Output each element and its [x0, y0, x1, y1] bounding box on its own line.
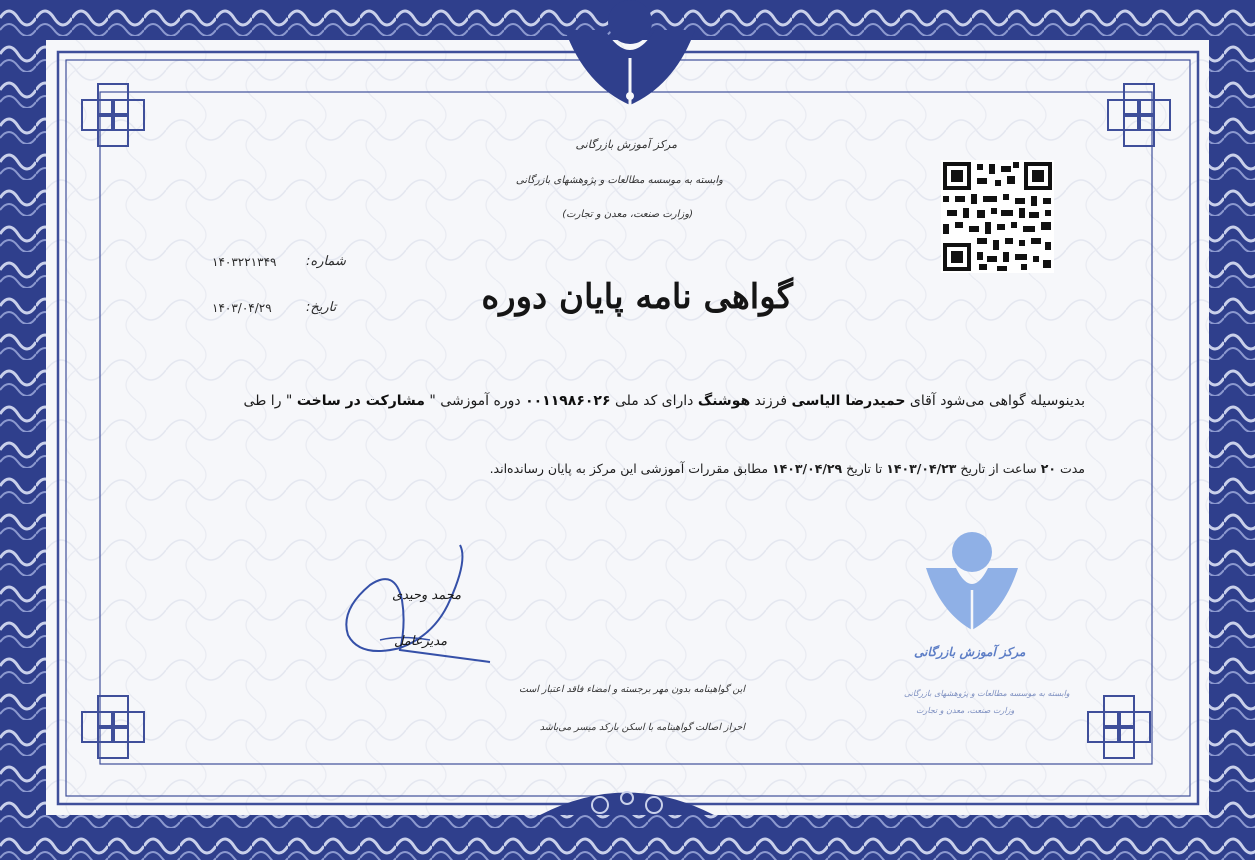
- number-label: شماره:: [306, 254, 346, 269]
- stamp-org-name: مرکز آموزش بازرگانی: [914, 645, 1026, 659]
- course-hours: ۲۰: [1040, 461, 1056, 476]
- qr-code-icon: [941, 160, 1054, 273]
- stamp-affiliation: وابسته به موسسه مطالعات و پژوهشهای بازرگانی: [904, 689, 1070, 698]
- footer-note-validity: این گواهینامه بدون مهر برجسته و امضاء فاقد اعتبار است: [518, 684, 745, 695]
- signatory-title: مدیرعامل: [394, 634, 448, 649]
- stamp-ministry: وزارت صنعت، معدن و تجارت: [916, 706, 1015, 715]
- org-affiliation: وابسته به موسسه مطالعات و پژوهشهای بازرگانی: [515, 175, 723, 186]
- certificate-paper: [46, 40, 1209, 815]
- certificate-title: گواهی نامه پایان دوره: [481, 277, 793, 317]
- date-label: تاریخ:: [306, 300, 337, 315]
- national-code: ۰۰۱۱۹۸۶۰۲۶: [525, 393, 611, 409]
- start-date: ۱۴۰۳/۰۴/۲۳: [886, 461, 957, 476]
- date-value: ۱۴۰۳/۰۴/۲۹: [212, 301, 272, 315]
- top-emblem-icon: [565, 0, 695, 118]
- stamp-logo-icon: [922, 530, 1022, 640]
- footer-note-barcode: احراز اصالت گواهینامه با اسکن بارکد میسر می‌باشد: [539, 722, 745, 733]
- org-name: مرکز آموزش بازرگانی: [575, 138, 677, 151]
- end-date: ۱۴۰۳/۰۴/۲۹: [772, 461, 843, 476]
- father-name: هوشنگ: [697, 393, 751, 409]
- body-line-2: مدت ۲۰ ساعت از تاریخ ۱۴۰۳/۰۴/۲۳ تا تاریخ ۱۴۰۳/۰۴/۲۹ مطابق مقررات آموزشی این مرکز به پایان رسانده‌اند.: [489, 461, 1085, 476]
- signature-icon: [340, 540, 500, 670]
- org-ministry: (وزارت صنعت، معدن و تجارت): [562, 209, 693, 220]
- recipient-name: حمیدرضا الیاسی: [791, 393, 906, 409]
- course-name: مشارکت در ساخت: [296, 393, 425, 409]
- body-line-1: بدینوسیله گواهی می‌شود آقای حمیدرضا الیاسی فرزند هوشنگ دارای کد ملی ۰۰۱۱۹۸۶۰۲۶ دوره آموزشی " مشارکت در ساخت " را طی: [243, 393, 1085, 409]
- number-value: ۱۴۰۳۲۲۱۳۴۹: [212, 255, 277, 269]
- signatory-name: محمد وحیدی: [392, 588, 462, 603]
